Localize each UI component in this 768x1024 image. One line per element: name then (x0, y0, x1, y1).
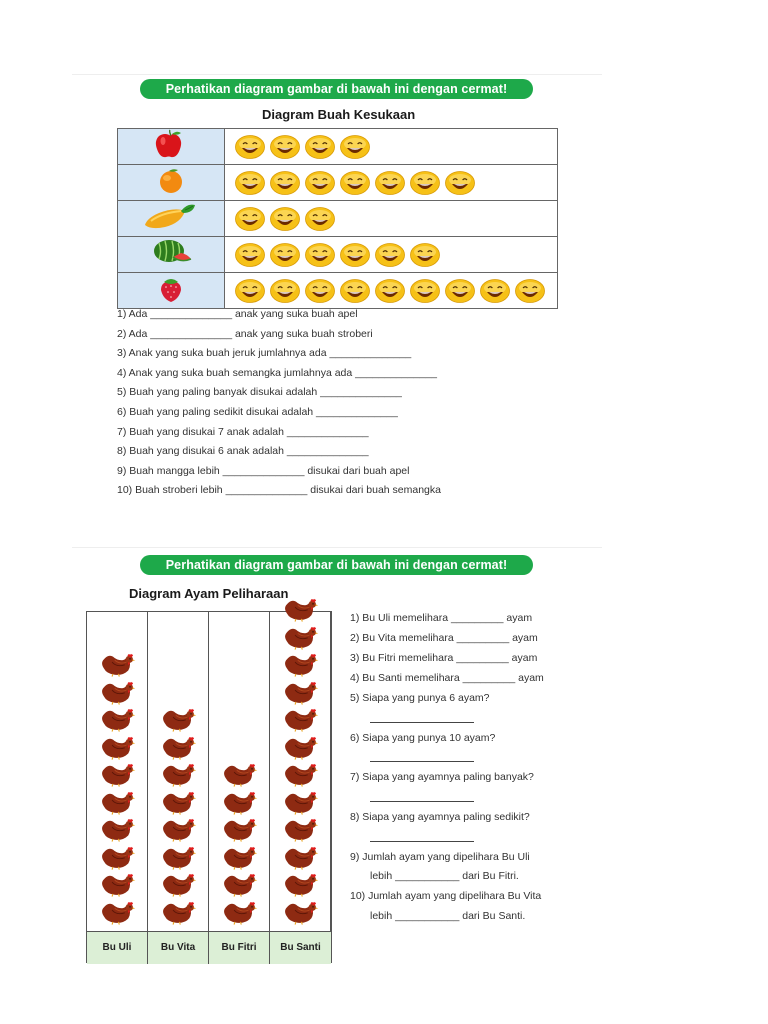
answer-line (370, 712, 474, 726)
smiley-face-icon (305, 243, 335, 267)
owner-label: Bu Santi (280, 942, 321, 953)
chicken-icon (221, 846, 258, 871)
smiley-face-icon (235, 279, 265, 303)
watermelon-icon (147, 237, 195, 267)
chicken-diagram-title: Diagram Ayam Peliharaan (129, 586, 289, 601)
smiley-face-icon (305, 135, 335, 159)
fruit-row-mango (118, 201, 558, 237)
smiley-face-icon (270, 171, 300, 195)
question-9: 9) Jumlah ayam yang dipelihara Bu Uli (350, 851, 530, 863)
chicken-icon (221, 791, 258, 816)
smiley-face-icon (235, 207, 265, 231)
question-5: 5) Siapa yang punya 6 ayam? (350, 692, 490, 704)
chicken-icon (282, 653, 319, 678)
chicken-column-bu-uli (87, 612, 148, 931)
smiley-face-icon (515, 279, 545, 303)
answer-line (370, 751, 474, 765)
chicken-icon (282, 708, 319, 733)
chicken-icon (282, 598, 319, 623)
owner-label: Bu Vita (148, 932, 209, 964)
section-divider (72, 547, 602, 548)
question-7: 7) Siapa yang ayamnya paling banyak? (350, 771, 534, 783)
question-7: 7) Buah yang disukai 7 anak adalah ______________ (117, 425, 369, 438)
smiley-face-icon (270, 243, 300, 267)
chicken-icon (282, 763, 319, 788)
chicken-icon (221, 763, 258, 788)
chicken-icon (160, 846, 197, 871)
smiley-row (235, 171, 557, 195)
question-8: 8) Buah yang disukai 6 anak adalah ______________ (117, 445, 369, 458)
question-6: 6) Buah yang paling sedikit disukai adalah ______________ (117, 405, 398, 418)
smiley-face-icon (375, 243, 405, 267)
fruit-diagram-title: Diagram Buah Kesukaan (262, 107, 416, 122)
chicken-icon (99, 818, 136, 843)
smiley-face-icon (410, 171, 440, 195)
question-3: 3) Anak yang suka buah jeruk jumlahnya ada ______________ (117, 347, 412, 360)
chicken-icon (160, 818, 197, 843)
question-10-continued: lebih ___________ dari Bu Santi. (370, 910, 526, 922)
chicken-icon (282, 873, 319, 898)
apple-icon (151, 129, 191, 159)
answer-line (370, 791, 474, 805)
instruction-banner: Perhatikan diagram gambar di bawah ini dengan cermat! (140, 555, 533, 575)
answer-line (370, 831, 474, 845)
smiley-row (235, 207, 557, 231)
chicken-icon (99, 653, 136, 678)
smiley-face-icon (305, 279, 335, 303)
fruit-pictograph (117, 128, 558, 309)
smiley-face-icon (480, 279, 510, 303)
question-2: 2) Bu Vita memelihara _________ ayam (350, 632, 538, 644)
smiley-row (235, 135, 557, 159)
chicken-icon (99, 901, 136, 926)
chicken-icon (99, 736, 136, 761)
smiley-face-icon (445, 279, 475, 303)
chicken-icon (160, 901, 197, 926)
question-5: 5) Buah yang paling banyak disukai adalah ______________ (117, 386, 402, 399)
chicken-icon (160, 708, 197, 733)
question-4: 4) Bu Santi memelihara _________ ayam (350, 672, 544, 684)
chicken-icon (160, 763, 197, 788)
question-2: 2) Ada ______________ anak yang suka buah stroberi (117, 327, 373, 340)
chicken-icon (282, 901, 319, 926)
question-1: 1) Ada ______________ anak yang suka buah apel (117, 308, 358, 320)
chicken-column-bu-vita (148, 612, 209, 931)
chicken-icon (282, 736, 319, 761)
smiley-face-icon (305, 207, 335, 231)
question-9: 9) Buah mangga lebih ______________ disukai dari buah apel (117, 464, 410, 477)
smiley-face-icon (410, 279, 440, 303)
chicken-pictograph (86, 611, 332, 963)
smiley-face-icon (445, 171, 475, 195)
chicken-column-bu-santi (270, 612, 331, 931)
owner-label: Bu Fitri (209, 932, 270, 964)
mango-icon (141, 201, 201, 231)
smiley-face-icon (270, 207, 300, 231)
chicken-icon (221, 873, 258, 898)
smiley-face-icon (340, 171, 370, 195)
section-divider (72, 74, 602, 75)
smiley-face-icon (375, 171, 405, 195)
question-4: 4) Anak yang suka buah semangka jumlahnya ada ______________ (117, 366, 437, 379)
smiley-face-icon (340, 243, 370, 267)
question-8: 8) Siapa yang ayamnya paling sedikit? (350, 811, 530, 823)
smiley-row (235, 243, 557, 267)
fruit-row-orange (118, 165, 558, 201)
smiley-face-icon (410, 243, 440, 267)
chicken-icon (282, 681, 319, 706)
smiley-face-icon (340, 135, 370, 159)
chicken-icon (99, 708, 136, 733)
smiley-face-icon (340, 279, 370, 303)
chicken-icon (99, 846, 136, 871)
chicken-column-bu-fitri (209, 612, 270, 931)
chicken-icon (99, 763, 136, 788)
strawberry-icon (151, 273, 191, 303)
question-1: 1) Bu Uli memelihara _________ ayam (350, 612, 533, 624)
owner-label: Bu Uli (87, 932, 148, 964)
question-10: 10) Buah stroberi lebih ______________ disukai dari buah semangka (117, 484, 441, 497)
question-9-continued: lebih ___________ dari Bu Fitri. (370, 870, 519, 882)
smiley-face-icon (235, 135, 265, 159)
instruction-banner: Perhatikan diagram gambar di bawah ini dengan cermat! (140, 79, 533, 99)
smiley-face-icon (375, 279, 405, 303)
chicken-icon (282, 818, 319, 843)
smiley-face-icon (305, 171, 335, 195)
chicken-icon (221, 818, 258, 843)
smiley-face-icon (235, 243, 265, 267)
chicken-icon (160, 791, 197, 816)
fruit-question-list (117, 305, 441, 501)
question-6: 6) Siapa yang punya 10 ayam? (350, 732, 496, 744)
fruit-row-watermelon (118, 237, 558, 273)
chicken-icon (282, 846, 319, 871)
smiley-face-icon (270, 279, 300, 303)
chicken-icon (282, 626, 319, 651)
chicken-icon (221, 901, 258, 926)
question-3: 3) Bu Fitri memelihara _________ ayam (350, 652, 538, 664)
chicken-icon (99, 791, 136, 816)
smiley-row (235, 279, 557, 303)
smiley-face-icon (270, 135, 300, 159)
smiley-face-icon (235, 171, 265, 195)
chicken-icon (282, 791, 319, 816)
chicken-icon (160, 736, 197, 761)
chicken-icon (99, 873, 136, 898)
fruit-row-apple (118, 129, 558, 165)
chicken-icon (160, 873, 197, 898)
chicken-icon (99, 681, 136, 706)
orange-icon (151, 165, 191, 195)
chicken-owner-labels (87, 931, 331, 964)
fruit-row-strawberry (118, 273, 558, 309)
question-10: 10) Jumlah ayam yang dipelihara Bu Vita (350, 890, 542, 902)
